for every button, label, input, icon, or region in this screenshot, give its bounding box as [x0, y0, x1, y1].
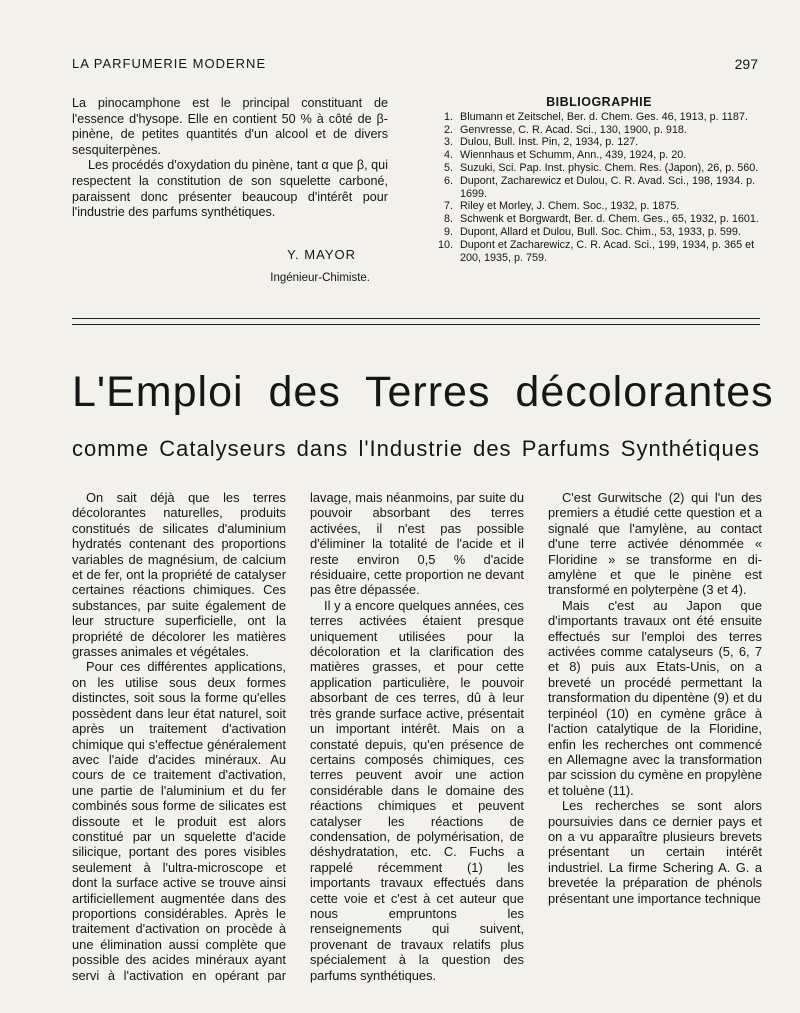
previous-article-end: [72, 96, 388, 287]
item-text: Dupont, Allard et Dulou, Bull. Soc. Chim., 53, 1933, p. 599.: [460, 225, 741, 238]
bibliography-item: [438, 162, 760, 175]
page-number: 297: [734, 56, 758, 72]
section-divider-bottom: [72, 324, 760, 325]
bibliography-item: [438, 124, 760, 137]
item-text: Dulou, Bull. Inst. Pin, 2, 1934, p. 127.: [460, 136, 639, 149]
item-number: 5.: [443, 161, 453, 174]
paragraph: Il y a encore quelques années, ces terres activées étaient presque uniquement utilisées pour la décoloration et la clarification des matières grasses, et pour cette application particulière, le pouvoir absorbant de ces terres, dû à leur très grande surface active, présentait un important intérêt. Mais on a constaté depuis, qu'en présence de certains composés chimiques, ces terres peuvent avoir une action considérable dans le domaine des réactions chimiques et peuvent catalyser les réactions de condensation, de polymérisation, de déshydratation, etc. C. Fuchs a rappelé récemment (1) les importants travaux effectués dans cette voie et c'est à cet auteur que nous empruntons les renseignements qui suivent, provenant de travaux relatifs plus spécialement à la question des parfums synthétiques.: [310, 597, 524, 983]
item-number: 9.: [443, 225, 453, 238]
bibliography-item: [438, 111, 760, 124]
bibliography-item: [438, 200, 760, 213]
author-title: Ingénieur-Chimiste.: [270, 272, 370, 285]
item-number: 7.: [443, 200, 453, 213]
bibliography-item: [438, 175, 760, 201]
item-text: Blumann et Zeitschel, Ber. d. Chem. Ges. 46, 1913, p. 1187.: [460, 110, 748, 123]
item-text: Genvresse, C. R. Acad. Sci., 130, 1900, p. 918.: [460, 123, 687, 136]
paragraph: Les recherches se sont alors poursuivies dans ce dernier pays et on a vu apparaître plusieurs brevets présentant un certain intérêt industriel. La firme Schering A. G. a brevetée la préparation de phénols présentant une importance technique: [548, 798, 762, 906]
paragraph: On sait déjà que les terres décolorantes naturelles, produits constitués de silicates d'aluminium hydratés contenant des proportions variables de magnésium, de calcium et de fer, ont la propriété de catalyser certaines réactions chimiques. Ces substances, par suite également de leur structure superficielle, ont la propriété de décolorer les matières grasses animales et végétales.: [72, 490, 286, 660]
paragraph: Pour ces différentes applications, on les utilise sous deux formes distinctes, soit sous la forme qu'elles possèdent dans leur état naturel, soit après un traitement d'activation chimique qui s'effectue généralement avec l'aide d'acides minéraux. Au cours de ce traitement d'activation, une partie de l'aluminium et du fer combinés sous forme de silicates est dissoute et le produit est alors constitué par un squelette d'acide silicique, portant des pores visibles seulement à l'ultra-microscope et dont la surface active se trouve ainsi artificiellement augmentée dans des proportions considérables. Après le traitement d'activation on procède à une élimination aussi complète que possible des acides minéraux ayant servi à l'activation en opérant par lavage, mais néanmoins, par suite du pouvoir absorbant des terres activées, il n'est pas possible d'éliminer la totalité de l'acide et il reste environ 0,5 % d'acide résiduaire, cette proportion ne devant pas être dépassée.: [72, 490, 524, 983]
item-number: 1.: [443, 110, 453, 123]
item-text: Schwenk et Borgwardt, Ber. d. Chem. Ges., 65, 1932, p. 1601.: [460, 213, 759, 226]
item-number: 3.: [443, 136, 453, 149]
item-number: 8.: [443, 213, 453, 226]
item-text: Dupont, Zacharewicz et Dulou, C. R. Avad. Sci., 198, 1934. p. 1699.: [460, 174, 756, 200]
bibliography-list: [438, 111, 760, 265]
bibliography-item: [438, 239, 760, 265]
section-divider-top: [72, 318, 760, 319]
item-number: 6.: [443, 174, 453, 187]
item-number: 10.: [438, 238, 454, 251]
author-signature: [72, 247, 388, 287]
item-number: 4.: [443, 149, 453, 162]
paragraph: Les procédés d'oxydation du pinène, tant α que β, qui respectent la constitution de son squelette carboné, paraissent donc présenter beaucoup d'intérêt pour l'industrie des parfums synthétiques.: [72, 158, 388, 220]
item-text: Suzuki, Sci. Pap. Inst. physic. Chem. Res. (Japon), 26, p. 560.: [460, 161, 759, 174]
article-subtitle: comme Catalyseurs dans l'Industrie des Parfums Synthétiques: [72, 436, 760, 461]
bibliography-item: [438, 226, 760, 239]
running-header: [72, 56, 758, 74]
bibliography-title: BIBLIOGRAPHIE: [546, 95, 652, 109]
article-title: L'Emploi des Terres décolorantes: [72, 368, 774, 416]
item-number: 2.: [443, 123, 453, 136]
author-name: Y. MAYOR: [287, 246, 356, 262]
bibliography-item: [438, 149, 760, 162]
item-text: Dupont et Zacharewicz, C. R. Acad. Sci., 199, 1934, p. 365 et 200, 1935, p. 759.: [460, 238, 755, 264]
item-text: Riley et Morley, J. Chem. Soc., 1932, p. 1875.: [460, 200, 680, 213]
journal-title: LA PARFUMERIE MODERNE: [72, 56, 267, 71]
bibliography-item: [438, 213, 760, 226]
article-body: [72, 490, 762, 990]
item-text: Wiennhaus et Schumm, Ann., 439, 1924, p. 20.: [460, 149, 687, 162]
paragraph: Mais c'est au Japon que d'importants travaux ont été ensuite effectués sur l'emploi des terres activées comme catalyseurs (5, 6, 7 et 8) puis aux Etats-Unis, on a breveté un procédé permettant la transformation du dipentène (9) et du terpinéol (10) en cymène grâce à l'action catalytique de la Floridine, enfin les recherches ont commencé en Allemagne avec la transformation par scission du cymène en propylène et toluène (11).: [548, 597, 762, 798]
paragraph: La pinocamphone est le principal constituant de l'essence d'hysope. Elle en contient 50 % à côté de β-pinène, de petites quantités d'un alcool et de divers sesquiterpènes.: [72, 96, 388, 157]
bibliography: [438, 96, 760, 264]
paragraph: C'est Gurwitsche (2) qui l'un des premiers a étudié cette question et a signalé que l'amylène, au contact d'une terre activée dénommée « Floridine » se transforme en di-amylène et que le pinène est transformé en polyterpène (3 et 4).: [548, 490, 762, 598]
bibliography-item: [438, 136, 760, 149]
